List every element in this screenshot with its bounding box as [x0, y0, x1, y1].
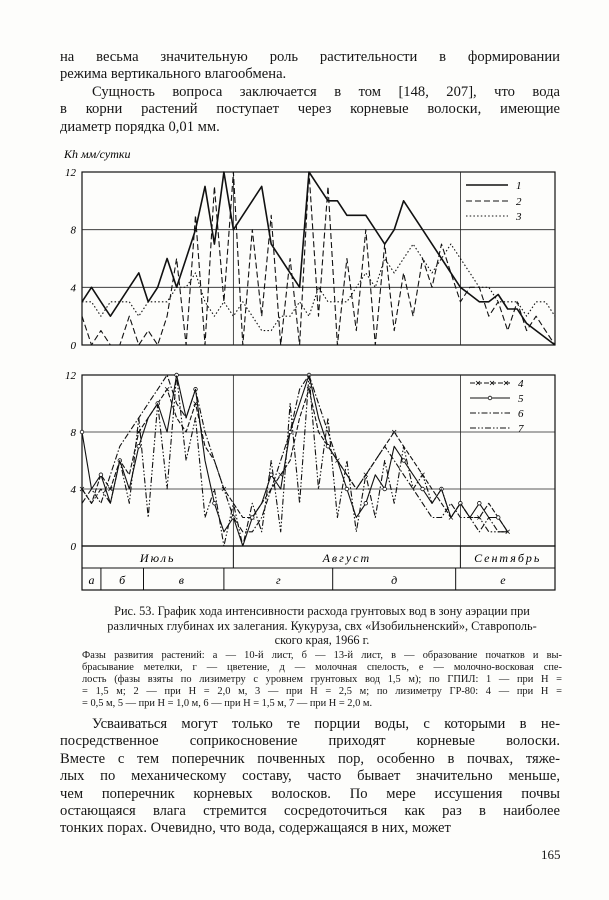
series-point-5: [326, 444, 330, 448]
legend-label-4: 4: [518, 378, 524, 390]
phase-label: в: [178, 573, 184, 587]
chart-bottom: [65, 370, 555, 553]
plot-frame: [82, 375, 555, 546]
figure-notes: [82, 650, 562, 710]
text-line: Вместе с тем поперечник почвенных пор, особенно в почвах, тяже-: [60, 750, 560, 767]
text-line: диаметр порядка 0,01 мм.: [60, 118, 220, 135]
notes-line: лость (фазы взяты по лизиметру с уровнем грунтовых вод 1,5 м); по ГПИЛ: 1 — при H =: [82, 673, 562, 685]
text-line: на весьма значительную роль растительности в формировании: [60, 49, 560, 65]
series-point-5: [80, 430, 84, 434]
caption-line: ского края, 1966 г.: [274, 633, 370, 647]
series-point-5: [345, 487, 349, 491]
legend-label-5: 5: [518, 393, 524, 405]
text-line: Усваиваться могут только те порции воды, с которыми в не-: [92, 716, 560, 732]
text-line: Сущность вопроса заключается в том [148, 207], что вода: [92, 84, 560, 100]
phase-label: д: [391, 573, 398, 587]
timeline-strip: [82, 546, 555, 590]
series-point-4: [279, 473, 283, 477]
page-number: 165: [541, 847, 561, 862]
legend-marker-5: [488, 396, 492, 400]
series-point-5: [99, 473, 103, 477]
series-point-5: [478, 501, 482, 505]
month-label: Сентябрь: [474, 551, 542, 565]
text-line: лых по механическому составу, часто бывает значительно меньше,: [60, 768, 560, 785]
notes-line: Фазы развития растений: а — 10-й лист, б — 13-й лист, в — образование початков и вы-: [82, 650, 562, 661]
y-tick-label: 4: [70, 484, 76, 496]
chart-top: [63, 147, 555, 352]
series-point-5: [496, 516, 500, 520]
text-line: тонких порах. Очевидно, что вода, содержащаяся в них, может: [60, 820, 451, 837]
figure-caption: [82, 604, 562, 648]
month-label: Июль: [139, 551, 176, 565]
text-line: чем поперечник корневых волосков. По мере иссушения почвы: [60, 785, 560, 802]
legend-label-3: 3: [516, 211, 522, 223]
series-point-5: [421, 487, 425, 491]
paragraph-3: [60, 716, 560, 838]
y-tick-label: 0: [70, 541, 76, 553]
series-line-2: [82, 172, 555, 345]
series-line-7: [82, 375, 508, 546]
series-point-5: [402, 459, 406, 463]
series-point-5: [137, 444, 141, 448]
legend-label-2: 2: [516, 196, 522, 208]
notes-line: = 0,5 м, 5 — при H = 1,0 м, 6 — при H = 1,5 м, 7 — при H = 2,0 м.: [82, 697, 373, 709]
month-label: Август: [322, 551, 372, 565]
legend-label-6: 6: [518, 408, 524, 420]
series-point-5: [250, 516, 254, 520]
text-line: режима вертикального влагообмена.: [60, 66, 287, 83]
phase-label: г: [275, 573, 281, 587]
legend-label-1: 1: [516, 180, 522, 192]
text-line: остающаяся влага стремится сосредоточиться как раз в наиболее: [60, 803, 560, 820]
text-line: посредственное соприкосновение приходят корневые волоски.: [60, 733, 560, 750]
y-tick-label: 12: [65, 370, 76, 382]
notes-line: брасывание метелки, г — цветение, д — молочная спелость, е — молочно-восковая спе-: [82, 661, 562, 673]
text-line: в корни растений поступает через корневые волоски, имеющие: [60, 101, 560, 118]
series-line-4: [82, 389, 508, 532]
notes-line: = 1,5 м; 2 — при H = 2,0 м, 3 — при H = 2,5 м; по лизиметру ГР-80: 4 — при H =: [82, 685, 562, 697]
phase-label: а: [88, 573, 95, 587]
caption-line: различных глубинах их залегания. Кукуруза, свх «Изобильненский», Ставрополь-: [107, 618, 537, 633]
phase-label: б: [119, 573, 126, 587]
phase-label: е: [500, 573, 506, 587]
plot-frame: [82, 172, 555, 345]
series-point-5: [383, 487, 387, 491]
caption-line: Рис. 53. График хода интенсивности расхода грунтовых вод в зону аэрации при: [114, 604, 530, 618]
series-line-1: [82, 172, 555, 345]
legend-label-7: 7: [518, 423, 524, 435]
y-tick-label: 4: [70, 282, 76, 295]
y-axis-label: Kh мм/сутки: [64, 147, 131, 161]
y-tick-label: 12: [65, 167, 76, 179]
y-tick-label: 8: [70, 224, 76, 237]
series-point-5: [213, 501, 217, 505]
series-line-5: [82, 375, 508, 546]
y-tick-label: 0: [70, 340, 76, 352]
y-tick-label: 8: [70, 427, 76, 439]
series-point-5: [364, 501, 368, 505]
